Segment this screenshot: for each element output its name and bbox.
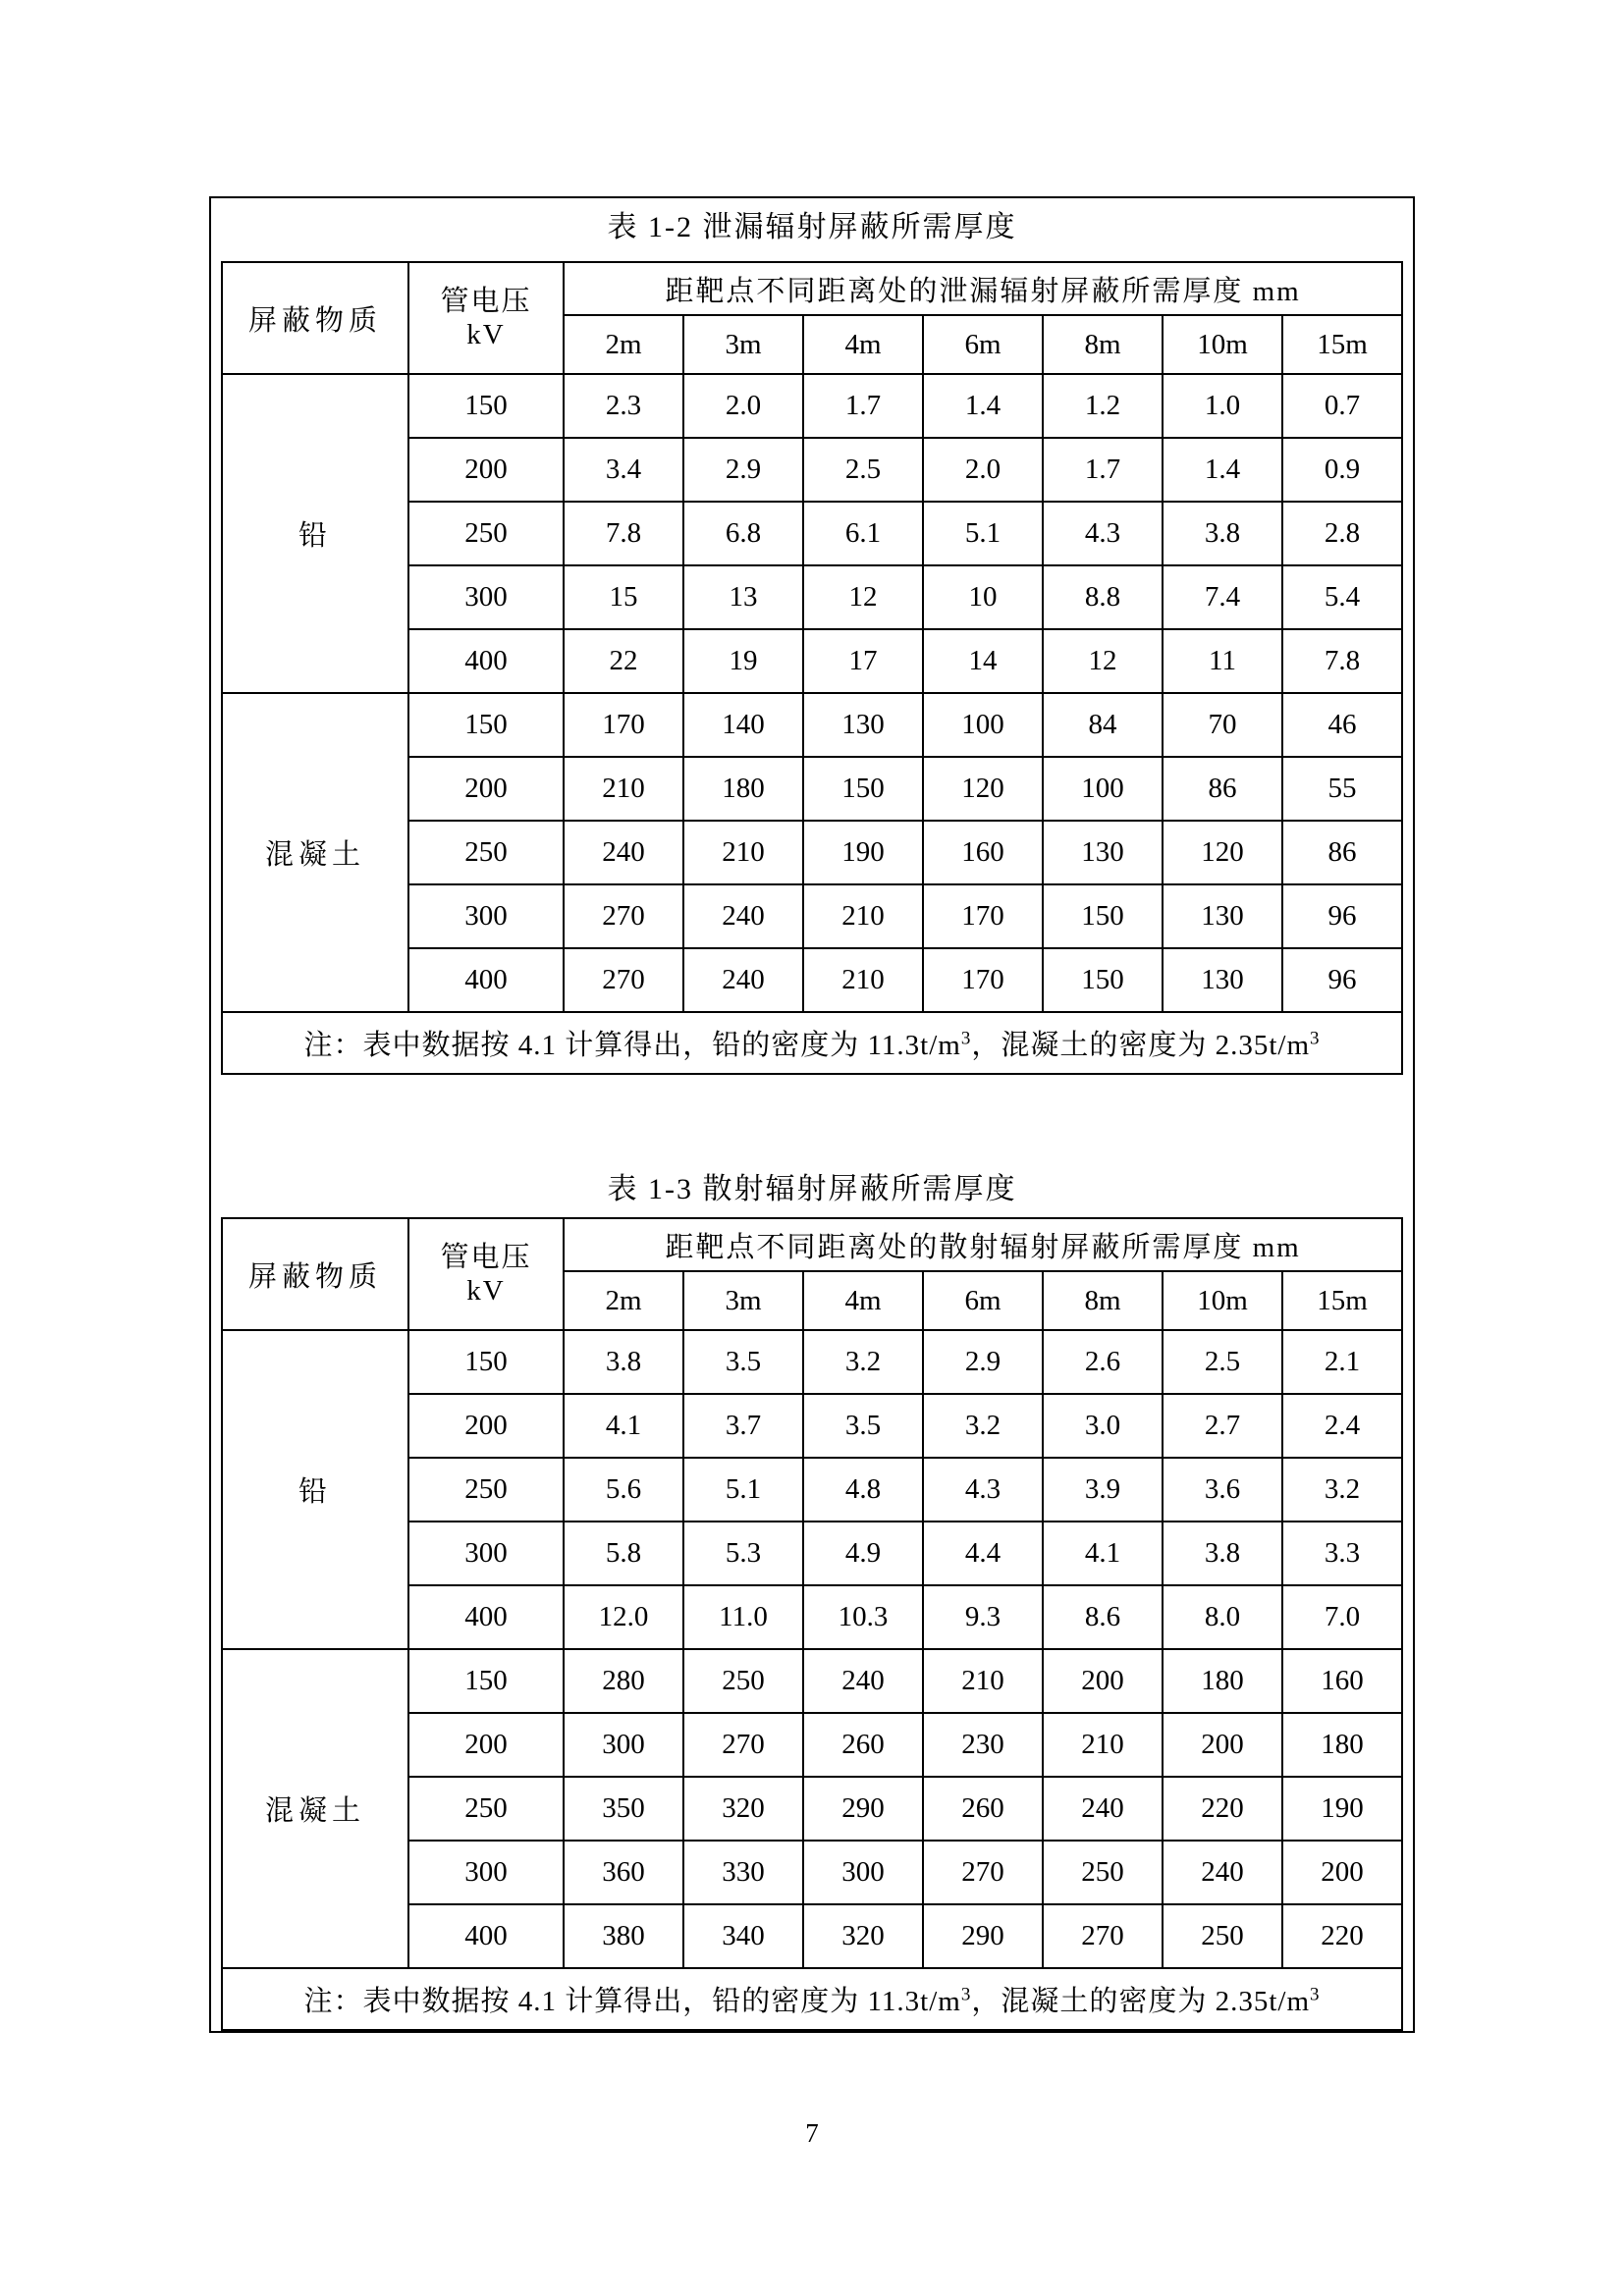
value-cell: 3.0 [1043,1394,1163,1458]
value-cell: 270 [564,884,683,948]
value-cell: 3.2 [923,1394,1043,1458]
value-cell: 14 [923,629,1043,693]
material-cell-lead: 铅 [222,1330,408,1649]
material-cell-concrete: 混凝土 [222,1649,408,1968]
value-cell: 210 [803,884,923,948]
value-cell: 100 [1043,757,1163,821]
value-cell: 84 [1043,693,1163,757]
note-superscript: 3 [1310,1984,1321,2005]
value-cell: 240 [683,884,803,948]
value-cell: 240 [1163,1841,1282,1904]
kv-cell: 150 [408,693,564,757]
value-cell: 2.5 [803,438,923,502]
material-column-header: 屏蔽物质 [222,1218,408,1330]
value-cell: 250 [1163,1904,1282,1968]
kv-cell: 200 [408,757,564,821]
value-cell: 1.2 [1043,374,1163,438]
value-cell: 3.9 [1043,1458,1163,1522]
value-cell: 100 [923,693,1043,757]
value-cell: 180 [1163,1649,1282,1713]
value-cell: 86 [1282,821,1402,884]
value-cell: 270 [683,1713,803,1777]
value-cell: 300 [803,1841,923,1904]
value-cell: 2.8 [1282,502,1402,565]
value-cell: 5.3 [683,1522,803,1585]
value-cell: 250 [1043,1841,1163,1904]
kv-cell: 150 [408,1649,564,1713]
material-cell-concrete: 混凝土 [222,693,408,1012]
note-row [222,1968,1402,2030]
value-cell: 2.0 [923,438,1043,502]
value-cell: 200 [1163,1713,1282,1777]
value-cell: 7.8 [1282,629,1402,693]
note-superscript: 3 [960,1028,972,1049]
value-cell: 13 [683,565,803,629]
value-cell: 55 [1282,757,1402,821]
kv-cell: 300 [408,1522,564,1585]
value-cell: 240 [564,821,683,884]
note-superscript: 3 [1310,1028,1321,1049]
voltage-column-header [408,1218,564,1330]
value-cell: 290 [923,1904,1043,1968]
value-cell: 4.1 [1043,1522,1163,1585]
distance-header-2m: 2m [564,315,683,374]
table-row [222,693,1402,757]
value-cell: 1.0 [1163,374,1282,438]
value-cell: 200 [1282,1841,1402,1904]
value-cell: 6.1 [803,502,923,565]
value-cell: 130 [1163,884,1282,948]
value-cell: 120 [923,757,1043,821]
voltage-header-line1: 管电压 [440,286,532,317]
voltage-column-header [408,262,564,374]
value-cell: 11.0 [683,1585,803,1649]
voltage-header-line2: kV [466,1275,506,1307]
value-cell: 8.8 [1043,565,1163,629]
kv-cell: 300 [408,884,564,948]
value-cell: 210 [923,1649,1043,1713]
value-cell: 380 [564,1904,683,1968]
value-cell: 300 [564,1713,683,1777]
value-cell: 6.8 [683,502,803,565]
kv-cell: 250 [408,1777,564,1841]
distance-header-8m: 8m [1043,1271,1163,1330]
value-cell: 8.0 [1163,1585,1282,1649]
value-cell: 360 [564,1841,683,1904]
value-cell: 170 [923,948,1043,1012]
distance-header-6m: 6m [923,1271,1043,1330]
value-cell: 0.9 [1282,438,1402,502]
value-cell: 7.8 [564,502,683,565]
value-cell: 3.2 [803,1330,923,1394]
value-cell: 190 [803,821,923,884]
value-cell: 12 [803,565,923,629]
value-cell: 270 [564,948,683,1012]
distance-header-4m: 4m [803,1271,923,1330]
value-cell: 3.4 [564,438,683,502]
value-cell: 2.1 [1282,1330,1402,1394]
distance-header-15m: 15m [1282,1271,1402,1330]
value-cell: 5.4 [1282,565,1402,629]
value-cell: 150 [1043,948,1163,1012]
note-text: 注：表中数据按 4.1 计算得出，铅的密度为 11.3t/m [303,1986,961,2017]
value-cell: 46 [1282,693,1402,757]
value-cell: 130 [1163,948,1282,1012]
header-row-1 [222,262,1402,315]
value-cell: 10.3 [803,1585,923,1649]
value-cell: 320 [803,1904,923,1968]
distance-header-10m: 10m [1163,1271,1282,1330]
value-cell: 5.1 [923,502,1043,565]
kv-cell: 200 [408,1713,564,1777]
value-cell: 270 [923,1841,1043,1904]
value-cell: 2.4 [1282,1394,1402,1458]
voltage-header-line1: 管电压 [440,1242,532,1273]
value-cell: 210 [683,821,803,884]
distance-header-10m: 10m [1163,315,1282,374]
value-cell: 4.3 [923,1458,1043,1522]
value-cell: 2.9 [923,1330,1043,1394]
value-cell: 2.3 [564,374,683,438]
value-cell: 9.3 [923,1585,1043,1649]
value-cell: 210 [803,948,923,1012]
value-cell: 7.0 [1282,1585,1402,1649]
value-cell: 180 [683,757,803,821]
value-cell: 70 [1163,693,1282,757]
leakage-radiation-shielding-table [221,261,1403,1075]
distance-span-header: 距靶点不同距离处的散射辐射屏蔽所需厚度 mm [564,1218,1402,1271]
kv-cell: 150 [408,374,564,438]
value-cell: 340 [683,1904,803,1968]
value-cell: 150 [1043,884,1163,948]
table-note [222,1012,1402,1074]
value-cell: 240 [683,948,803,1012]
kv-cell: 250 [408,1458,564,1522]
value-cell: 8.6 [1043,1585,1163,1649]
value-cell: 1.7 [803,374,923,438]
kv-cell: 400 [408,1585,564,1649]
table-row [222,1649,1402,1713]
kv-cell: 300 [408,1841,564,1904]
kv-cell: 300 [408,565,564,629]
value-cell: 4.4 [923,1522,1043,1585]
value-cell: 260 [803,1713,923,1777]
value-cell: 350 [564,1777,683,1841]
value-cell: 240 [1043,1777,1163,1841]
table-note [222,1968,1402,2030]
value-cell: 3.5 [803,1394,923,1458]
value-cell: 2.9 [683,438,803,502]
value-cell: 150 [803,757,923,821]
value-cell: 96 [1282,884,1402,948]
value-cell: 1.4 [1163,438,1282,502]
material-column-header: 屏蔽物质 [222,262,408,374]
value-cell: 3.8 [564,1330,683,1394]
value-cell: 260 [923,1777,1043,1841]
value-cell: 17 [803,629,923,693]
distance-span-header: 距靶点不同距离处的泄漏辐射屏蔽所需厚度 mm [564,262,1402,315]
value-cell: 200 [1043,1649,1163,1713]
note-superscript: 3 [960,1984,972,2005]
value-cell: 2.7 [1163,1394,1282,1458]
value-cell: 140 [683,693,803,757]
value-cell: 280 [564,1649,683,1713]
value-cell: 0.7 [1282,374,1402,438]
value-cell: 1.7 [1043,438,1163,502]
value-cell: 120 [1163,821,1282,884]
value-cell: 270 [1043,1904,1163,1968]
note-row [222,1012,1402,1074]
kv-cell: 400 [408,629,564,693]
value-cell: 3.5 [683,1330,803,1394]
distance-header-6m: 6m [923,315,1043,374]
value-cell: 330 [683,1841,803,1904]
value-cell: 12.0 [564,1585,683,1649]
value-cell: 180 [1282,1713,1402,1777]
kv-cell: 250 [408,821,564,884]
voltage-header-line2: kV [466,319,506,350]
distance-header-15m: 15m [1282,315,1402,374]
value-cell: 4.9 [803,1522,923,1585]
value-cell: 170 [923,884,1043,948]
value-cell: 210 [564,757,683,821]
page-number: 7 [805,2118,819,2148]
value-cell: 250 [683,1649,803,1713]
distance-header-3m: 3m [683,315,803,374]
kv-cell: 200 [408,1394,564,1458]
value-cell: 4.1 [564,1394,683,1458]
value-cell: 290 [803,1777,923,1841]
value-cell: 19 [683,629,803,693]
content-border-frame [209,196,1415,2033]
value-cell: 220 [1282,1904,1402,1968]
value-cell: 15 [564,565,683,629]
note-text: ，混凝土的密度为 2.35t/m [971,1030,1311,1061]
value-cell: 12 [1043,629,1163,693]
value-cell: 240 [803,1649,923,1713]
value-cell: 3.3 [1282,1522,1402,1585]
kv-cell: 150 [408,1330,564,1394]
kv-cell: 200 [408,438,564,502]
value-cell: 130 [1043,821,1163,884]
distance-header-3m: 3m [683,1271,803,1330]
value-cell: 2.6 [1043,1330,1163,1394]
value-cell: 160 [923,821,1043,884]
value-cell: 1.4 [923,374,1043,438]
value-cell: 3.7 [683,1394,803,1458]
note-text: 注：表中数据按 4.1 计算得出，铅的密度为 11.3t/m [303,1030,961,1061]
value-cell: 86 [1163,757,1282,821]
value-cell: 22 [564,629,683,693]
value-cell: 2.5 [1163,1330,1282,1394]
value-cell: 5.8 [564,1522,683,1585]
kv-cell: 400 [408,1904,564,1968]
header-row-1 [222,1218,1402,1271]
note-text: ，混凝土的密度为 2.35t/m [971,1986,1311,2017]
value-cell: 4.3 [1043,502,1163,565]
value-cell: 190 [1282,1777,1402,1841]
value-cell: 220 [1163,1777,1282,1841]
value-cell: 11 [1163,629,1282,693]
value-cell: 230 [923,1713,1043,1777]
value-cell: 130 [803,693,923,757]
value-cell: 2.0 [683,374,803,438]
value-cell: 3.8 [1163,502,1282,565]
distance-header-2m: 2m [564,1271,683,1330]
value-cell: 3.8 [1163,1522,1282,1585]
value-cell: 170 [564,693,683,757]
value-cell: 7.4 [1163,565,1282,629]
distance-header-8m: 8m [1043,315,1163,374]
kv-cell: 250 [408,502,564,565]
value-cell: 4.8 [803,1458,923,1522]
distance-header-4m: 4m [803,315,923,374]
value-cell: 5.1 [683,1458,803,1522]
table-row [222,1330,1402,1394]
table-row [222,374,1402,438]
value-cell: 160 [1282,1649,1402,1713]
scatter-radiation-shielding-table [221,1217,1403,2031]
value-cell: 320 [683,1777,803,1841]
value-cell: 5.6 [564,1458,683,1522]
value-cell: 3.6 [1163,1458,1282,1522]
value-cell: 3.2 [1282,1458,1402,1522]
table-1-3-title: 表 1-3 散射辐射屏蔽所需厚度 [607,1173,1017,1205]
table-1-2-title: 表 1-2 泄漏辐射屏蔽所需厚度 [607,211,1017,243]
value-cell: 96 [1282,948,1402,1012]
value-cell: 210 [1043,1713,1163,1777]
material-cell-lead: 铅 [222,374,408,693]
value-cell: 10 [923,565,1043,629]
kv-cell: 400 [408,948,564,1012]
